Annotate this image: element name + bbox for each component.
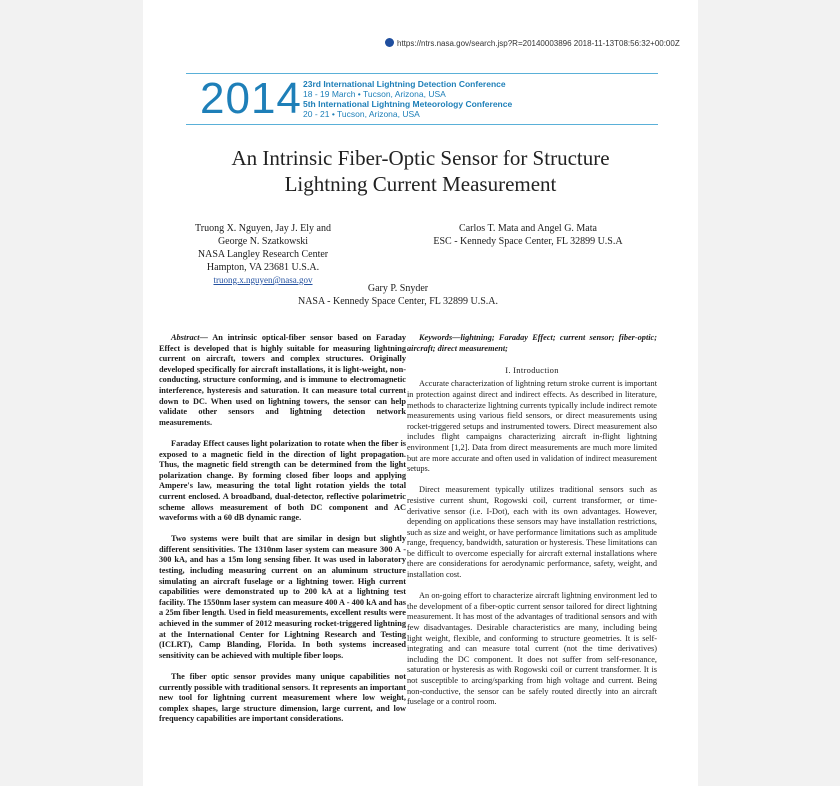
author-line: ESC - Kennedy Space Center, FL 32899 U.S.A <box>433 236 623 247</box>
abstract-paragraph: The fiber optic sensor provides many unique capabilities not currently possible with traditional sensors. It represents an important new tool for lightning current measurement where low weight, complex shapes, large structure dimension, large current, and low frequency capabilities are important considerations. <box>159 672 406 724</box>
banner-conference-info <box>303 79 512 119</box>
conf-line: 18 - 19 March • Tucson, Arizona, USA <box>303 89 446 99</box>
abstract-paragraph: Two systems were built that are similar in design but slightly different sensitivities. The 1310nm laser system can measure 300 A - 300 kA, and has a 15m long sensing fiber. It was used in laboratory testing, including measuring current on an aluminum structure simulating an aircraft fuselage or a lightning tower. High current capabilities were demonstrated up to 200 kA at a lightning test facility. The 1550nm laser system can measure 400 A - 400 kA and has a 25m fiber length. Used in field measurements, excellent results were achieved in the summer of 2012 measuring rocket-triggered lightning at the International Center for Lightning Research and Testing (ICLRT), Camp Blanding, Florida. In both systems increased sensitivity can be achieved with multiple fiber loops. <box>159 534 406 660</box>
author-line: NASA - Kennedy Space Center, FL 32899 U.S.A. <box>297 296 499 307</box>
conf-line: 23rd International Lightning Detection Conference <box>303 79 506 89</box>
author-line: Carlos T. Mata and Angel G. Mata <box>459 223 597 234</box>
paper-title <box>143 145 698 197</box>
title-line: An Intrinsic Fiber-Optic Sensor for Structure <box>231 146 610 170</box>
author-line: George N. Szatkowski <box>217 236 309 247</box>
abstract-label: Abstract— <box>171 333 208 342</box>
conf-line: 20 - 21 • Tucson, Arizona, USA <box>303 109 420 119</box>
author-email-link[interactable]: truong.x.nguyen@nasa.gov <box>213 275 313 285</box>
author-line: Hampton, VA 23681 U.S.A. <box>206 262 320 273</box>
paper-page <box>143 0 698 786</box>
intro-column <box>407 333 657 718</box>
author-group-langley <box>163 222 363 287</box>
nasa-logo-icon <box>385 38 394 47</box>
section-heading: I. Introduction <box>505 364 559 375</box>
banner-year: 2014 <box>200 74 302 123</box>
author-group-ksc-nasa <box>248 282 548 308</box>
conf-line: 5th International Lightning Meteorology Conference <box>303 99 513 109</box>
conference-banner <box>186 73 658 125</box>
abstract-paragraph: Faraday Effect causes light polarization to rotate when the fiber is exposed to a magnetic field in the direction of light propagation. Thus, the magnetic field strength can be determined from the light polarization change. By forming closed fiber loops and applying Ampere's law, measuring the total light rotation yields the total current enclosed. A broadband, dual-detector, reflective polarimetric scheme allows measurement of both DC component and AC waveforms with a 60 dB dynamic range. <box>159 438 406 523</box>
intro-paragraph: Accurate characterization of lightning return stroke current is important in protection against direct and indirect effects. As described in literature, methods to characterize lightning currents typically include indirect remote measurements using various field sensors, or direct measurements using rocket-triggered setups and instrumented towers. Direct measurement also includes flight campaigns characterizing aircraft in-flight lightning environment [1,2]. Data from direct measurements are much more limited but are more accurate and often used in validation of indirect measurement setups. <box>407 379 657 474</box>
keywords: Keywords—lightning; Faraday Effect; current sensor; fiber-optic; aircraft; direct measurement; <box>407 333 657 353</box>
author-group-ksc-esc <box>428 222 628 248</box>
author-line: Gary P. Snyder <box>367 283 429 294</box>
nasa-url[interactable]: https://ntrs.nasa.gov/search.jsp?R=20140003896 2018-11-13T08:56:32+00:00Z <box>397 39 680 48</box>
nasa-server-line <box>385 38 680 48</box>
abstract-column <box>159 333 406 736</box>
author-line: NASA Langley Research Center <box>197 249 329 260</box>
title-line: Lightning Current Measurement <box>284 172 557 196</box>
intro-paragraph: Direct measurement typically utilizes traditional sensors such as resistive current shunt, Rogowski coil, current transformer, or time-derivative sensor (i.e. I-Dot), each with its own advantages. However, depending on applications these sensors may have installation restrictions, such as size and weight, or have performance limitations such as amplitude range, frequency, bandwidth, saturation or hysteresis. These limitations can be difficult to overcome especially for aircraft external installations where there are considerations for aerodynamic performance, safety, weight, and installation cost. <box>407 485 657 580</box>
intro-paragraph: An on-going effort to characterize aircraft lightning environment led to the development of a fiber-optic current sensor tailored for direct lightning measurement. It has most of the advantages of traditional sensors and with few disadvantages. Desirable characteristics are many, including being light weight, flexible, and conforming to structure geometries. It is self-integrating and can measure total current (not the time derivatives) including the DC component. It does not suffer from self-resonance, saturation or hysteresis as with Rogowski coil or current transformer. It is not susceptible to arcing/sparking from high voltage and current. Being non-conductive, the sensor can be safely routed directly into an aircraft fuselage or a control room. <box>407 591 657 707</box>
author-line: Truong X. Nguyen, Jay J. Ely and <box>194 223 331 234</box>
abstract-paragraph: Abstract— An intrinsic optical-fiber sensor based on Faraday Effect is developed that is highly suitable for measuring lightning current on aircraft, towers and complex structures. Originally developed specifically for aircraft installations, it is light-weight, non-conducting, structure conforming, and is immune to electromagnetic interference, hysteresis and saturation. It can measure total current down to DC. When used on lightning towers, the sensor can help validate other sensors and lightning detection network measurements. <box>159 333 406 427</box>
